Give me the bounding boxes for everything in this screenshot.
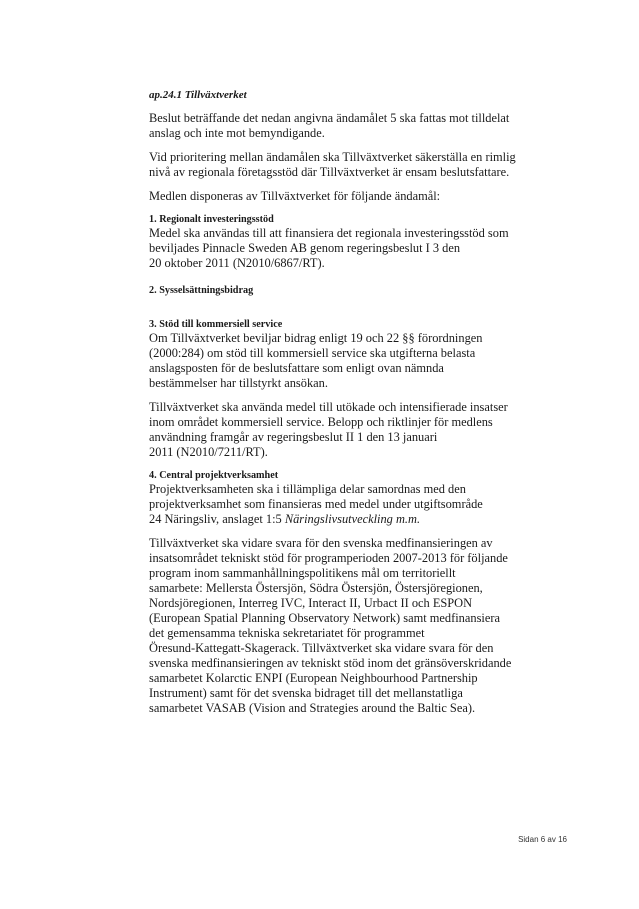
- page-number: Sidan 6 av 16: [518, 835, 567, 844]
- purpose-4-body-italic: Näringslivsutveckling m.m.: [284, 512, 421, 526]
- purpose-3-body: Om Tillväxtverket beviljar bidrag enligt 19 och 22 §§ förordningen (2000:284) om stöd till kommersiell service ska utgifterna belasta anslagsposten för de beslutsfattare som enligt ovan nämnda bestämmelser har tillstyrkt ansökan.: [149, 331, 483, 390]
- purpose-4-title: 4. Central projektverksamhet: [149, 470, 279, 481]
- document-page: [149, 88, 569, 725]
- paragraph-purposes-intro: Medlen disponeras av Tillväxtverket för följande ändamål:: [149, 189, 441, 203]
- purpose-4-body: [149, 482, 569, 527]
- paragraph-decision: Beslut beträffande det nedan angivna ändamålet 5 ska fattas mot tilldelat anslag och inte mot bemyndigande.: [149, 111, 510, 140]
- purpose-3-paragraph-2: Tillväxtverket ska använda medel till utökade och intensifierade insatser inom området kommersiell service. Belopp och riktlinjer för medlens användning framgår av regeringsbeslut II 1 den 13 januari 2011 (N2010/7211/RT).: [149, 400, 508, 459]
- purpose-2-title: 2. Sysselsättningsbidrag: [149, 285, 254, 296]
- purpose-4-paragraph-2: Tillväxtverket ska vidare svara för den svenska medfinansieringen av insatsområdet tekniskt stöd för programperioden 2007-2013 för följande program inom sammanhållningspolitikens mål om territoriellt samarbete: Mellersta Östersjön, Södra Östersjön, Östersjöregionen, Nordsjöregionen, Interreg IVC, Interact II, Urbact II och ESPON (European Spatial Planning Observatory Network) samt medfinansiera det gemensamma tekniska sekretariatet för programmet Öresund-Kattegatt-Skagerack. Tillväxtverket ska vidare svara för den svenska medfinansieringen av tekniskt stöd inom det gränsöverskridande samarbetet Kolarctic ENPI (European Neighbourhood Partnership Instrument) samt för det svenska bidraget till det mellanstatliga samarbetet VASAB (Vision and Strategies around the Baltic Sea).: [149, 536, 512, 715]
- purpose-4-body-text: Projektverksamheten ska i tillämpliga delar samordnas med den projektverksamhet som finansieras med medel under utgiftsområde 24 Näringsliv, anslaget 1:5: [149, 482, 483, 526]
- paragraph-priority: Vid prioritering mellan ändamålen ska Tillväxtverket säkerställa en rimlig nivå av regionala företagsstöd där Tillväxtverket är ensam beslutsfattare.: [149, 150, 516, 179]
- section-heading: ap.24.1 Tillväxtverket: [149, 89, 247, 101]
- purpose-1-title: 1. Regionalt investeringsstöd: [149, 214, 274, 225]
- purpose-1-body: Medel ska användas till att finansiera det regionala investeringsstöd som beviljades Pinnacle Sweden AB genom regeringsbeslut I 3 den 20 oktober 2011 (N2010/6867/RT).: [149, 226, 509, 270]
- purpose-3-title: 3. Stöd till kommersiell service: [149, 319, 283, 330]
